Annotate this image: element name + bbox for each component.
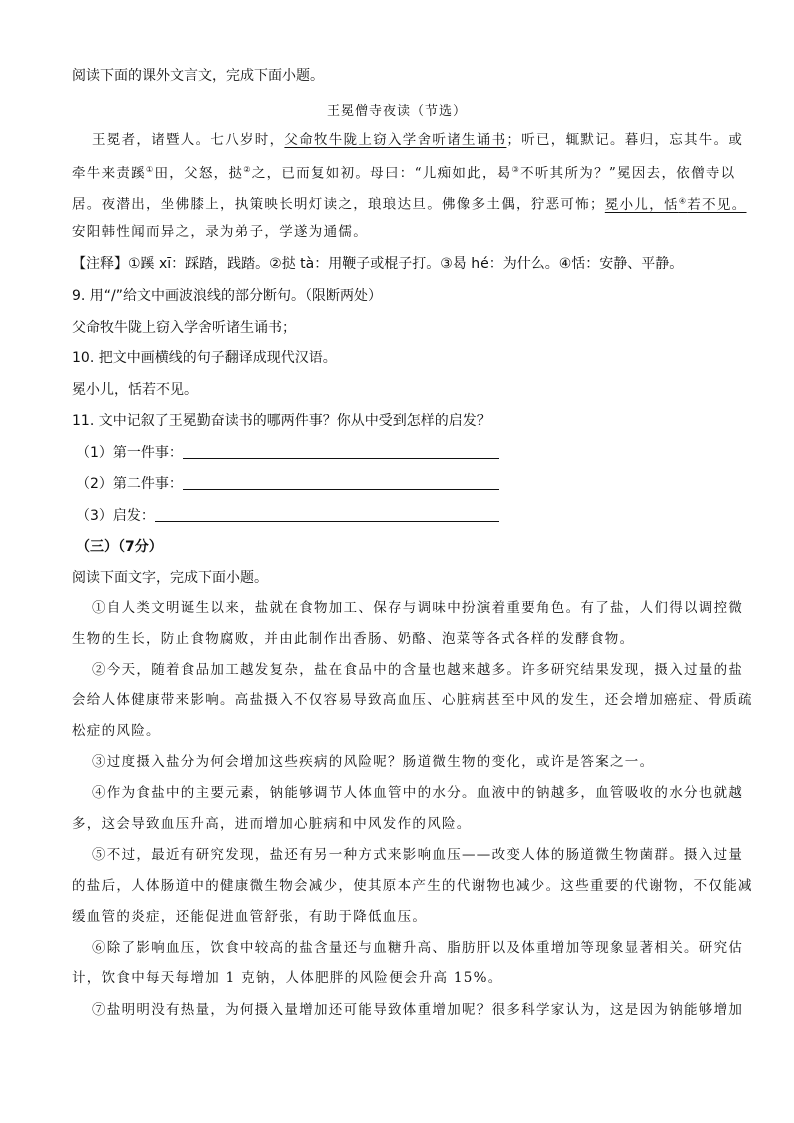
passage-line-1: [92, 130, 743, 150]
article-line: 缓血管的炎症，还能促进血管舒张，有助于降低血压。: [72, 909, 428, 925]
answer-blank[interactable]: [183, 475, 499, 490]
article-line: ④作为食盐中的主要元素，钠能够调节人体血管中的水分。血液中的钠越多，血管吸收的水分也就越: [92, 785, 744, 801]
article-line: ⑤不过，最近有研究发现，盐还有另一种方式来影响血压——改变人体的肠道微生物菌群。摄入过量: [92, 847, 744, 863]
passage-text: 王冕者，诸暨人。七八岁时，: [92, 132, 285, 148]
wavy-underlined-text: 父命牧牛陇上窃入学舍听诸生诵书: [284, 132, 507, 148]
article-line: ⑥除了影响血压，饮食中较高的盐含量还与血糖升高、脂肪肝以及体重增加等现象显著相关。研究估: [92, 940, 744, 956]
article-line: 的盐后，人体肠道中的健康微生物会减少，使其原本产生的代谢物也减少。这些重要的代谢物，不仅能减: [72, 878, 753, 894]
annotations: 【注释】①蹊 xī：踩踏，践踏。②挞 tà：用鞭子或棍子打。③曷 hé：为什么。④恬：安静、平静。: [72, 256, 684, 272]
underlined-sentence: 冕小儿，恬④若不见。: [604, 196, 747, 213]
article-line: 多，这会导致血压升高，进而增加心脏病和中风发作的风险。: [72, 816, 472, 832]
note-marker: ①: [146, 165, 155, 174]
passage-text: 田，父怒，挞: [154, 165, 244, 182]
passage-text: 不听其所为？”冕因去，依僧寺以: [520, 165, 736, 182]
reading-instruction: 阅读下面的课外文言文，完成下面小题。: [72, 68, 324, 84]
article-line: ②今天，随着食品加工越发复杂，盐在食品中的含量也越来越多。许多研究结果发现，摄入过量的盐: [92, 662, 744, 678]
answer-line-2: [76, 474, 499, 494]
answer-label: （1）第一件事：: [76, 445, 183, 461]
question-10-text: 冕小儿，恬若不见。: [72, 382, 198, 398]
answer-line-1: [76, 443, 499, 463]
question-10: 10. 把文中画横线的句子翻译成现代汉语。: [72, 350, 337, 366]
passage-text: ；听已，辄默记。暮归，忘其牛。或: [506, 132, 744, 148]
passage-line-3: [72, 191, 747, 215]
section-heading: （三）（7分）: [76, 539, 163, 555]
article-line: 松症的风险。: [72, 723, 161, 739]
reading-instruction-2: 阅读下面文字，完成下面小题。: [72, 570, 268, 586]
answer-label: （2）第二件事：: [76, 476, 183, 492]
question-11: 11. 文中记叙了王冕勤奋读书的哪两件事？你从中受到怎样的启发？: [72, 413, 491, 429]
passage-title: 王冕僧寺夜读（节选）: [326, 104, 467, 119]
article-line: ①自人类文明诞生以来，盐就在食物加工、保存与调味中扮演着重要角色。有了盐，人们得以调控微: [92, 600, 744, 616]
answer-line-3: [76, 506, 499, 526]
passage-text: 之，已而复如初。母曰：“儿痴如此，曷: [251, 165, 512, 182]
question-9-text: 父命牧牛陇上窃入学舍听诸生诵书；: [72, 320, 296, 336]
answer-blank[interactable]: [155, 507, 499, 522]
article-line: ⑦盐明明没有热量，为何摄入量增加还可能导致体重增加呢？很多科学家认为，这是因为钠能够增加: [92, 1002, 744, 1018]
note-marker: ②: [243, 165, 252, 174]
passage-text: 牵牛来责蹊: [72, 165, 146, 182]
answer-blank[interactable]: [183, 444, 499, 459]
question-9: 9. 用“/”给文中画波浪线的部分断句。（限断两处）: [72, 288, 383, 304]
note-marker: ③: [511, 165, 521, 174]
passage-text: 居。夜潜出，坐佛膝上，执策映长明灯读之，琅琅达旦。佛像多土偶，狞恶可怖；: [72, 196, 605, 213]
passage-line-4: 安阳韩性闻而异之，录为弟子，学遂为通儒。: [72, 224, 368, 240]
article-line: 生物的生长，防止食物腐败，并由此制作出香肠、奶酪、泡菜等各式各样的发酵食物。: [72, 631, 635, 647]
article-line: 会给人体健康带来影响。高盐摄入不仅容易导致高血压、心脏病甚至中风的发生，还会增加癌症、骨质疏: [72, 692, 753, 708]
article-line: ③过度摄入盐分为何会增加这些疾病的风险呢？肠道微生物的变化，或许是答案之一。: [92, 754, 655, 770]
article-line: 计，饮食中每天每增加 1 克钠，人体肥胖的风险便会升高 15%。: [72, 970, 503, 986]
answer-label: （3）启发：: [76, 508, 155, 524]
passage-line-2: [72, 160, 735, 184]
